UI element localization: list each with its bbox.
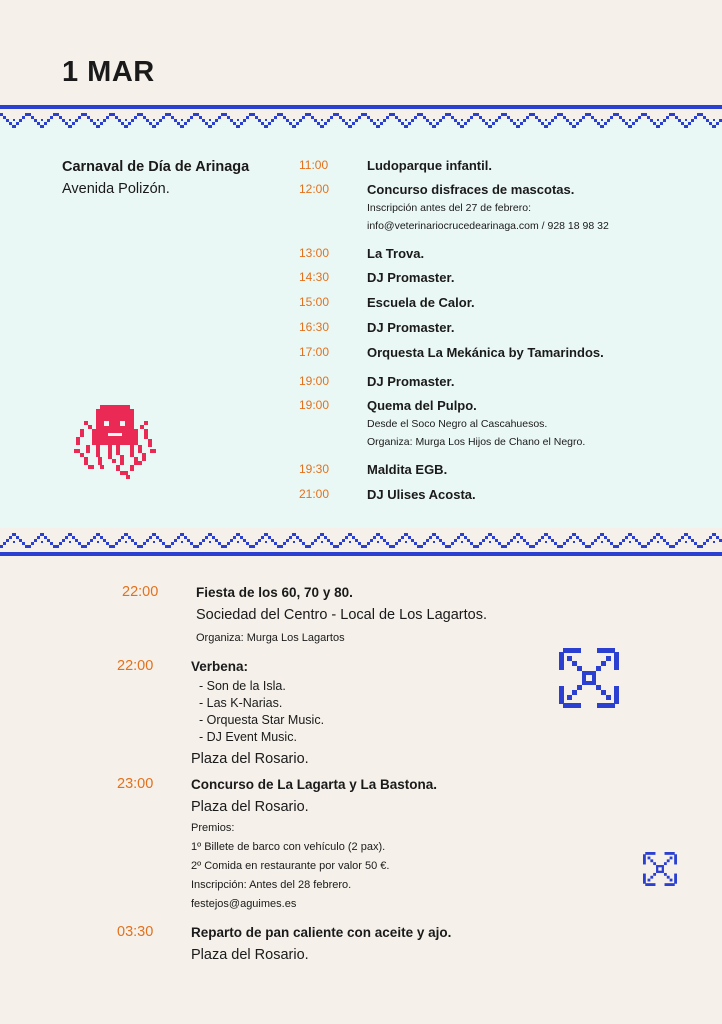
schedule-contact: info@veterinariocrucedearinaga.com / 928 18 98 32	[367, 220, 609, 232]
contact-email: festejos@aguimes.es	[191, 898, 297, 910]
zigzag-border-bottom-icon	[0, 530, 722, 556]
prize-heading: Premios:	[191, 822, 235, 834]
event-title: Reparto de pan caliente con aceite y ajo.	[191, 925, 452, 940]
event-title: Concurso de La Lagarta y La Bastona.	[191, 777, 438, 792]
event-time: 22:00	[117, 658, 154, 674]
event-time: 03:30	[117, 924, 154, 940]
schedule-note: Desde el Soco Negro al Cascahuesos.	[367, 418, 548, 430]
registration-note: Inscripción: Antes del 28 febrero.	[191, 879, 352, 891]
venue-name: Carnaval de Día de Arinaga	[62, 159, 250, 175]
schedule-act: Concurso disfraces de mascotas.	[367, 182, 575, 197]
schedule-act: Quema del Pulpo.	[367, 398, 477, 413]
schedule-act: Escuela de Calor.	[367, 295, 475, 310]
lineup-item: - Las K-Narias.	[199, 696, 283, 710]
schedule-time: 17:00	[299, 345, 330, 359]
schedule-act: Orquesta La Mekánica by Tamarindos.	[367, 345, 604, 360]
schedule-time: 13:00	[299, 246, 330, 260]
pixel-knot-small-icon	[643, 852, 677, 886]
schedule-act: DJ Promaster.	[367, 270, 455, 285]
schedule-time: 21:00	[299, 487, 330, 501]
event-place: Sociedad del Centro - Local de Los Lagartos.	[196, 607, 487, 623]
schedule-act: DJ Ulises Acosta.	[367, 487, 476, 502]
event-title: Fiesta de los 60, 70 y 80.	[196, 585, 353, 600]
page-title: 1 MAR	[62, 56, 155, 88]
schedule-note: Inscripción antes del 27 de febrero:	[367, 202, 532, 214]
prize-item: 1º Billete de barco con vehículo (2 pax).	[191, 841, 386, 853]
lineup-item: - Son de la Isla.	[199, 679, 286, 693]
schedule-time: 19:30	[299, 462, 330, 476]
event-organizer: Organiza: Murga Los Lagartos	[196, 632, 345, 644]
pixel-knot-icon	[559, 648, 619, 708]
prize-item: 2º Comida en restaurante por valor 50 €.	[191, 860, 390, 872]
schedule-act: DJ Promaster.	[367, 374, 455, 389]
lineup-item: - Orquesta Star Music.	[199, 713, 325, 727]
schedule-act: Maldita EGB.	[367, 462, 448, 477]
schedule-act: La Trova.	[367, 246, 425, 261]
lineup-item: - DJ Event Music.	[199, 730, 297, 744]
schedule-time: 19:00	[299, 398, 330, 412]
schedule-act: DJ Promaster.	[367, 320, 455, 335]
venue-address: Avenida Polizón.	[62, 181, 170, 197]
event-time: 22:00	[122, 584, 159, 600]
event-title: Verbena:	[191, 659, 249, 674]
schedule-time: 11:00	[299, 158, 329, 172]
schedule-time: 15:00	[299, 295, 330, 309]
octopus-icon	[74, 405, 156, 481]
event-place: Plaza del Rosario.	[191, 947, 309, 963]
event-place: Plaza del Rosario.	[191, 799, 309, 815]
schedule-time: 16:30	[299, 320, 330, 334]
zigzag-border-top-icon	[0, 105, 722, 131]
event-time: 23:00	[117, 776, 154, 792]
schedule-organizer: Organiza: Murga Los Hijos de Chano el Negro.	[367, 436, 586, 448]
event-place: Plaza del Rosario.	[191, 751, 309, 767]
schedule-time: 19:00	[299, 374, 330, 388]
schedule-time: 12:00	[299, 182, 330, 196]
schedule-act: Ludoparque infantil.	[367, 158, 492, 173]
schedule-time: 14:30	[299, 270, 330, 284]
